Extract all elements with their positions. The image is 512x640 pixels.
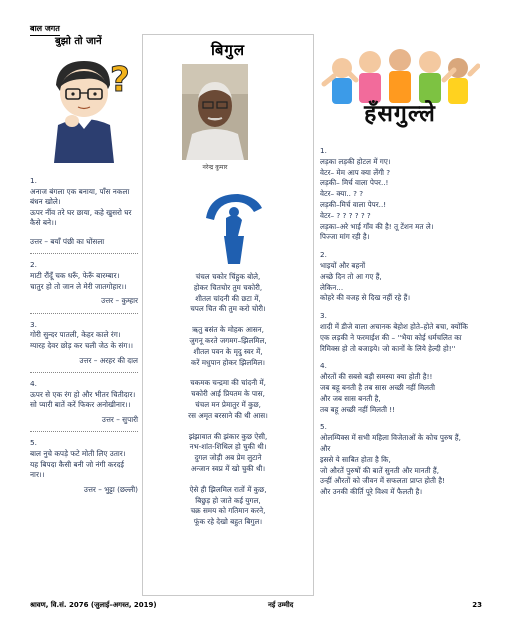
joke-number: 5. bbox=[320, 422, 327, 432]
poem-line: दुगल जोड़ी अब प्रेम लुटाने bbox=[194, 453, 262, 463]
riddle-answer: उत्तर – सुपारी bbox=[101, 414, 138, 424]
riddle-line: माटी रौंदूँ चक धरूँ, फेरूँ बारम्बार। bbox=[30, 271, 120, 281]
joke-line: एक लड़की ने फरमाईश की – ''भैया कोई धर्मचलित का रिमिक्स हो तो बजाइये। जो कानों के लिये हेल्दी हो!'' bbox=[320, 332, 462, 353]
joke-number: 4. bbox=[320, 361, 327, 371]
poem-line: ऐसे ही झिलमिल रातों में कुछ, bbox=[189, 484, 267, 494]
riddle-item bbox=[30, 260, 138, 306]
riddle-answer: उत्तर – बयाँ पंछी का घोंसला bbox=[30, 236, 105, 246]
riddle-number: 2. bbox=[30, 260, 37, 270]
divider bbox=[30, 431, 138, 432]
riddle-line: ग्यारह देवर छोड़ कर चली जेठ के संग।। bbox=[30, 340, 133, 350]
bugle-icon bbox=[198, 190, 268, 266]
poem-line: शीतल पवन के मृदु स्वर में, bbox=[193, 346, 263, 356]
joke-line: और bbox=[320, 443, 331, 453]
riddle-line: ऊपर नींव तरे घर छाया, कहे खुसरो घर कैसे बने।। bbox=[30, 207, 132, 228]
riddle-line: गोरी सुन्दर पातली, केहर काले रंग। bbox=[30, 330, 121, 340]
jokes-list bbox=[320, 146, 482, 505]
riddle-line: चातुर हो तो जान ले मेरी जातगोहार।। bbox=[30, 281, 127, 291]
poem-line: शीतल चांदनी की छटा में, bbox=[195, 293, 261, 303]
riddle-item bbox=[30, 176, 138, 247]
riddle-number: 3. bbox=[30, 319, 37, 329]
joke-line: और जब सास बनती है, bbox=[320, 393, 381, 403]
poem-stanza bbox=[142, 432, 314, 475]
poem-line: चक्र समय को गतिमान करने, bbox=[190, 506, 266, 516]
joke-line: इससे ये साबित होता है कि, bbox=[320, 454, 391, 464]
poem-line: रस अमृत बरसाने की थी आस। bbox=[188, 410, 268, 420]
joke-line: जो औरतें पुरुषों की बातें सुनती और मानती हैं, bbox=[320, 465, 440, 475]
riddle-item bbox=[30, 320, 138, 366]
riddle-number: 1. bbox=[30, 176, 37, 185]
joke-line: ओलम्पिक्स में सभी महिला विजेताओं के कोच पुरुष हैं, bbox=[320, 433, 461, 443]
puzzle-title: बुझो तो जानें bbox=[55, 36, 102, 47]
joke-item bbox=[320, 361, 482, 415]
poem-line: करें मधुपान होकर झिलमिल। bbox=[190, 357, 266, 367]
riddle-line: यह बिपदा कैसी बनी जो नंगी करदई नार।। bbox=[30, 459, 124, 480]
jokes-title: हँसगुल्ले bbox=[364, 101, 436, 127]
joke-number: 1. bbox=[320, 146, 327, 155]
joke-item bbox=[320, 311, 482, 354]
joke-line: लड़का–अरे भाई गाँव की है! तू टेंशन मत ले। bbox=[320, 221, 434, 231]
joke-line: पिज्जा मांग रही है। bbox=[320, 232, 370, 242]
joke-line: औरतों की सबसे बड़ी समस्या क्या होती है!! bbox=[320, 372, 433, 382]
poem-line: नभ-शांत-शिथिल हो चुकी थी। bbox=[189, 442, 267, 452]
divider bbox=[30, 313, 138, 314]
photo-caption: नरेन्द्र कुमार bbox=[202, 164, 228, 171]
svg-text:?: ? bbox=[110, 60, 130, 100]
joke-line: उन्हीं औरतों को जीवन में सफलता प्राप्त होती है! bbox=[320, 476, 445, 486]
poem-line: जुगनू करते जगमग–झिलमिल, bbox=[189, 335, 267, 345]
riddle-line: ऊपर से एक रंग हो और भीतर चितीदार। bbox=[30, 389, 136, 399]
poem-line: झंझावात की झंकार कुछ ऐसी, bbox=[188, 431, 268, 441]
riddles-list bbox=[30, 173, 138, 495]
joke-item bbox=[320, 422, 482, 498]
poem-line: चकमक चन्द्रमा की चांदनी में, bbox=[190, 378, 266, 388]
joke-line: जब बहू बनती है तब सास अच्छी नहीं मिलती bbox=[320, 382, 435, 392]
joke-line: वेटर– मेम आप क्या लेंगी ? bbox=[320, 167, 391, 177]
riddle-answer: उत्तर – कुम्हार bbox=[101, 296, 138, 306]
joke-line: वेटर– क्या.. ? ? bbox=[320, 189, 364, 199]
poem-text bbox=[142, 272, 314, 538]
joke-line: लेकिन... bbox=[320, 282, 344, 292]
poem-line: होकर चितचोर तुम चकोरी, bbox=[193, 282, 263, 292]
joke-line: अच्छे दिन तो आ गए हैं, bbox=[320, 271, 382, 281]
poem-stanza bbox=[142, 272, 314, 315]
joke-line: और उनकी कीर्ति पूरे विश्व में फैलती है। bbox=[320, 487, 423, 497]
joke-item bbox=[320, 146, 482, 243]
divider bbox=[30, 253, 138, 254]
riddle-item bbox=[30, 438, 138, 495]
joke-line: लड़की–मिर्च वाला पेपर..! bbox=[320, 199, 387, 209]
joke-number: 3. bbox=[320, 311, 327, 321]
magazine-name: नई उम्मीद bbox=[268, 601, 294, 609]
poem-line: बिछुड़ हो जाते कई युगल, bbox=[195, 495, 261, 505]
section-tag: बाल जगत bbox=[30, 23, 60, 36]
poem-stanza bbox=[142, 485, 314, 528]
poem-line: ऋतु बसंत के मोहक आसन, bbox=[192, 325, 264, 335]
thinking-boy-illustration bbox=[40, 55, 132, 163]
poem-line: चंचल मन प्रेमातुर में कुछ, bbox=[195, 399, 261, 409]
joke-line: लड़का लड़की होटल में गए। bbox=[320, 156, 391, 166]
author-photo bbox=[182, 64, 248, 160]
riddle-item bbox=[30, 379, 138, 425]
joke-line: शादी में डीजे वाला अचानक बेहोश होते–होते बचा, क्योंकि bbox=[320, 321, 468, 331]
riddle-number: 5. bbox=[30, 438, 37, 448]
poem-line: अन्जान स्वप्न में खो चुकी थी। bbox=[190, 463, 266, 473]
joke-line: भाइयों और बहनों bbox=[320, 260, 366, 270]
riddle-number: 4. bbox=[30, 379, 37, 389]
riddle-line: अनाज बंगला एक बनाया, पाँस नकला बंधन खोले। bbox=[30, 186, 130, 207]
issue-date: श्रावण, वि.सं. 2076 (जुलाई–अगस्त, 2019) bbox=[30, 601, 157, 609]
poem-line: चपल चित की तुम करो चोरी। bbox=[190, 304, 266, 314]
poem-line: चंचल चकोर चिंहुक बोले, bbox=[195, 272, 261, 281]
page-footer bbox=[28, 601, 482, 613]
riddle-line: बाल नुचे कपड़े फटे मोती लिए उतार। bbox=[30, 448, 126, 458]
joke-line: वेटर– ? ? ? ? ? ? bbox=[320, 210, 371, 220]
joke-item bbox=[320, 250, 482, 304]
poem-stanza bbox=[142, 378, 314, 421]
riddle-answer: उत्तर – भुट्टा (छल्ली) bbox=[83, 484, 138, 494]
poem-line: चकोरी आई प्रियतम के पास, bbox=[191, 389, 265, 399]
joke-line: कोहरे की वजह से दिख नहीं रहे हैं। bbox=[320, 293, 411, 303]
joke-line: तब बहू अच्छी नहीं मिलती !! bbox=[320, 404, 396, 414]
riddle-line: सो प्यारी बातें करें फिकर अनोखीनार।। bbox=[30, 400, 131, 410]
riddle-answer: उत्तर – अरहर की दाल bbox=[79, 355, 138, 365]
page-number: 23 bbox=[472, 601, 482, 609]
joke-number: 2. bbox=[320, 250, 327, 260]
joke-line: लड़की– मिर्च वाला पेपर..! bbox=[320, 178, 389, 188]
poem-line: फूंक रहे देखो बहुत बिगुल। bbox=[193, 517, 263, 527]
poem-stanza bbox=[142, 325, 314, 368]
divider bbox=[30, 372, 138, 373]
poem-title: बिगुल bbox=[210, 41, 246, 59]
